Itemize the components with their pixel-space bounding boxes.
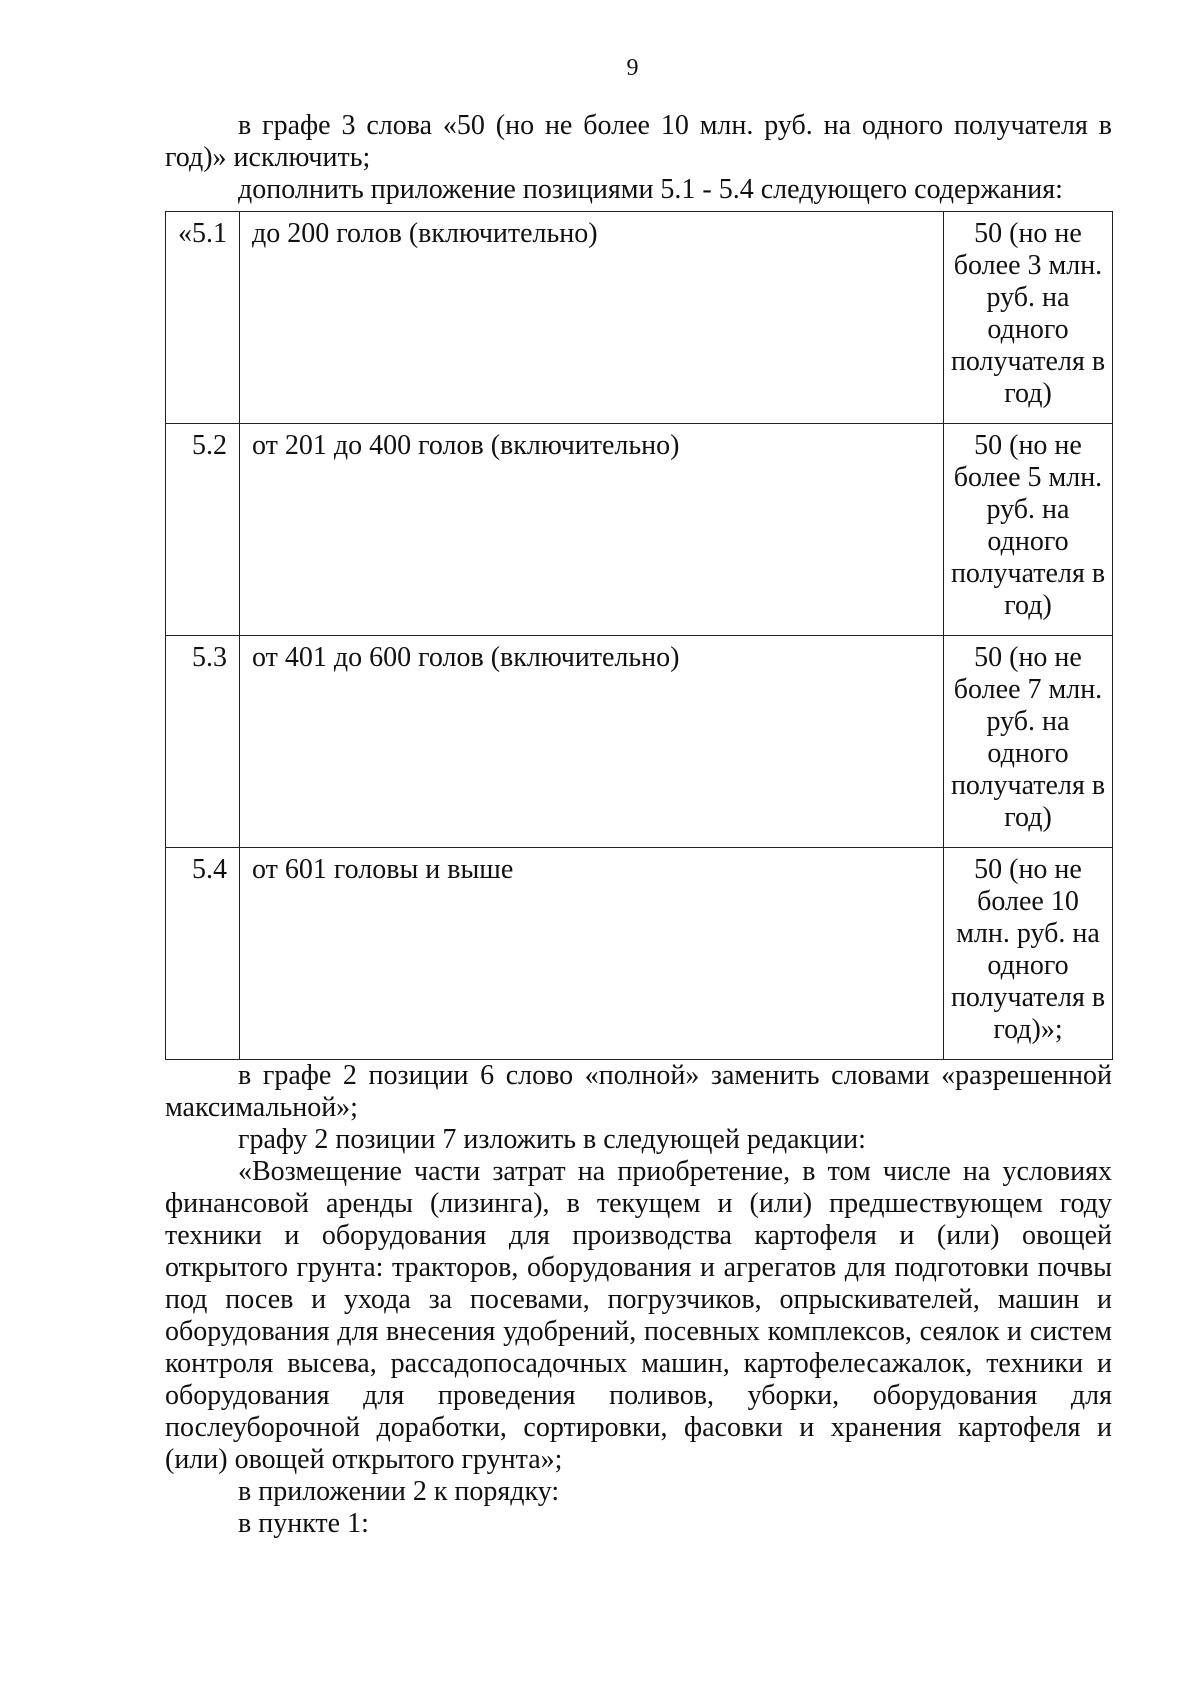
table-row <box>166 424 1113 636</box>
row-number: 5.4 <box>166 848 240 1060</box>
row-rate: 50 (но не более 5 млн. руб. на одного получателя в год) <box>944 424 1113 636</box>
amendment-paragraph-1: в графе 2 позиции 6 слово «полной» заменить словами «разрешенной максимальной»; <box>165 1060 1112 1123</box>
amendment-paragraph-3: «Возмещение части затрат на приобретение, в том числе на условиях финансовой аренды (лизинга), в текущем и (или) предшествующем году техники и оборудования для производства картофеля и (или) овощей открытого грунта: тракторов, оборудования и агрегатов для подготовки почвы под посев и ухода за посевами, погрузчиков, опрыскивателей, машин и оборудования для внесения удобрений, посевных комплексов, сеялок и систем контроля высева, рассадопосадочных машин, картофелесажалок, техники и оборудования для проведения поливов, уборки, оборудования для послеуборочной доработки, сортировки, фасовки и хранения картофеля и (или) овощей открытого грунта»; <box>165 1156 1112 1475</box>
row-rate: 50 (но не более 7 млн. руб. на одного получателя в год) <box>944 636 1113 848</box>
amendments-section <box>165 1060 1112 1540</box>
row-description: до 200 голов (включительно) <box>240 212 944 424</box>
row-description: от 201 до 400 голов (включительно) <box>240 424 944 636</box>
row-description: от 401 до 600 голов (включительно) <box>240 636 944 848</box>
table-row <box>166 212 1113 424</box>
row-description: от 601 головы и выше <box>240 848 944 1060</box>
amendment-paragraph-2: графу 2 позиции 7 изложить в следующей редакции: <box>238 1124 866 1155</box>
row-number: 5.3 <box>166 636 240 848</box>
amendment-paragraph-5: в пункте 1: <box>238 1508 369 1539</box>
page-number: 9 <box>626 55 639 81</box>
positions-table <box>165 211 1113 1060</box>
row-rate: 50 (но не более 3 млн. руб. на одного получателя в год) <box>944 212 1113 424</box>
table-row <box>166 636 1113 848</box>
row-number: 5.2 <box>166 424 240 636</box>
row-rate: 50 (но не более 10 млн. руб. на одного получателя в год)»; <box>944 848 1113 1060</box>
table-row <box>166 848 1113 1060</box>
intro-paragraph-1: в графе 3 слова «50 (но не более 10 млн. руб. на одного получателя в год)» исключить; <box>165 110 1112 173</box>
row-number: «5.1 <box>166 212 240 424</box>
amendment-paragraph-4: в приложении 2 к порядку: <box>238 1476 560 1507</box>
intro-section <box>165 110 1112 206</box>
intro-paragraph-2: дополнить приложение позициями 5.1 - 5.4 следующего содержания: <box>238 174 1063 205</box>
